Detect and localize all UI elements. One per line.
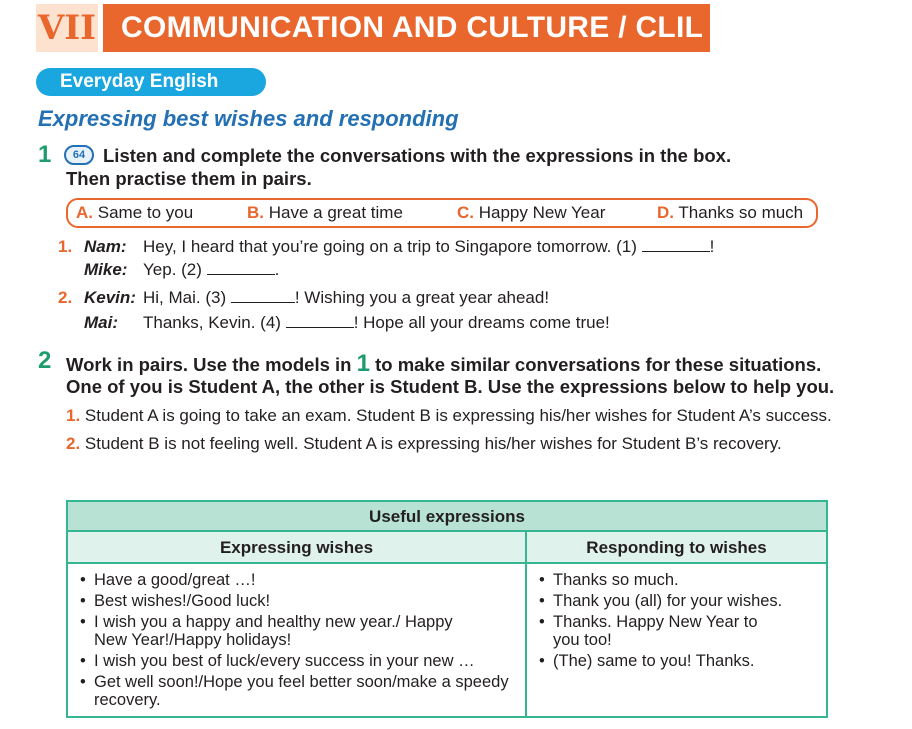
speaker: Mai: bbox=[84, 313, 118, 332]
situation-text: Student A is going to take an exam. Student B is expressing his/her wishes for Student A’s success. bbox=[84, 406, 832, 425]
option-text: Same to you bbox=[97, 203, 194, 222]
situation-1 bbox=[66, 405, 832, 427]
option-letter: D. bbox=[657, 203, 674, 222]
wishes-list bbox=[74, 571, 522, 712]
list-item: • I wish you best of luck/every success in your new … bbox=[74, 652, 522, 670]
section-label: Everyday English bbox=[36, 68, 266, 96]
page-title: COMMUNICATION AND CULTURE / CLIL bbox=[103, 4, 710, 52]
exercise-2-instruction bbox=[66, 352, 821, 376]
exercise-1-instruction-cont: Then practise them in pairs. bbox=[66, 168, 312, 189]
audio-track-icon[interactable]: 64 bbox=[64, 145, 94, 165]
unit-number: VII bbox=[36, 4, 98, 52]
situation-2 bbox=[66, 433, 782, 455]
speaker: Mike: bbox=[84, 260, 128, 279]
dialogue-line bbox=[143, 259, 279, 281]
speaker: Nam: bbox=[84, 237, 127, 256]
option-text: Thanks so much bbox=[678, 203, 804, 222]
column-header-responding: Responding to wishes bbox=[527, 532, 826, 564]
option-text: Happy New Year bbox=[478, 203, 606, 222]
column-divider bbox=[525, 532, 527, 716]
option-c bbox=[457, 202, 605, 224]
dialogue-text-end: . bbox=[274, 260, 280, 279]
exercise-1-instruction: Listen and complete the conversations with the expressions in the box. bbox=[103, 145, 732, 166]
answer-blank-2[interactable] bbox=[207, 260, 275, 275]
answer-blank-4[interactable] bbox=[286, 313, 354, 328]
dialogue-text: Yep. (2) bbox=[143, 260, 202, 279]
option-b bbox=[247, 202, 403, 224]
dialogue-text: Thanks, Kevin. (4) bbox=[143, 313, 281, 332]
exercise-2-instruction-cont: One of you is Student A, the other is Student B. Use the expressions below to help you. bbox=[66, 376, 835, 397]
list-item: • Thanks so much. bbox=[533, 571, 823, 589]
option-d bbox=[657, 202, 803, 224]
table-title: Useful expressions bbox=[68, 502, 826, 532]
exercise-1-number: 1 bbox=[38, 141, 52, 168]
dialogue-line bbox=[143, 236, 714, 258]
option-text: Have a great time bbox=[268, 203, 403, 222]
exercise-reference: 1 bbox=[356, 350, 370, 377]
responses-list bbox=[533, 571, 823, 673]
list-item: • Best wishes!/Good luck! bbox=[74, 592, 522, 610]
situation-number: 2. bbox=[66, 434, 81, 453]
dialogue-text-end: ! Wishing you a great year ahead! bbox=[294, 288, 550, 307]
dialogue-line bbox=[143, 287, 549, 309]
section-heading: Expressing best wishes and responding bbox=[38, 106, 459, 131]
option-a bbox=[76, 202, 193, 224]
situation-number: 1. bbox=[66, 406, 81, 425]
answer-blank-1[interactable] bbox=[642, 237, 710, 252]
instruction-text: Work in pairs. Use the models in bbox=[66, 354, 352, 375]
dialogue-text: Hi, Mai. (3) bbox=[143, 288, 227, 307]
conversation-2-number: 2. bbox=[58, 288, 73, 307]
option-letter: B. bbox=[247, 203, 264, 222]
list-item: • Have a good/great …! bbox=[74, 571, 522, 589]
instruction-text: to make similar conversations for these situations. bbox=[375, 354, 822, 375]
list-item: • Thanks. Happy New Year to you too! bbox=[533, 613, 773, 649]
option-letter: A. bbox=[76, 203, 93, 222]
dialogue-text-end: ! bbox=[709, 237, 715, 256]
situation-text: Student B is not feeling well. Student A is expressing his/her wishes for Student B’s recovery. bbox=[84, 434, 782, 453]
option-letter: C. bbox=[457, 203, 474, 222]
exercise-2-number: 2 bbox=[38, 347, 52, 374]
dialogue-text: Hey, I heard that you’re going on a trip to Singapore tomorrow. (1) bbox=[143, 237, 637, 256]
answer-blank-3[interactable] bbox=[231, 288, 295, 303]
list-item: • Get well soon!/Hope you feel better soon/make a speedy recovery. bbox=[74, 673, 514, 709]
conversation-1-number: 1. bbox=[58, 237, 73, 256]
dialogue-text-end: ! Hope all your dreams come true! bbox=[353, 313, 610, 332]
column-header-expressing: Expressing wishes bbox=[68, 532, 525, 564]
list-item: • I wish you a happy and healthy new year./ Happy New Year!/Happy holidays! bbox=[74, 613, 474, 649]
speaker: Kevin: bbox=[84, 288, 136, 307]
list-item: • (The) same to you! Thanks. bbox=[533, 652, 823, 670]
dialogue-line bbox=[143, 312, 610, 334]
list-item: • Thank you (all) for your wishes. bbox=[533, 592, 823, 610]
